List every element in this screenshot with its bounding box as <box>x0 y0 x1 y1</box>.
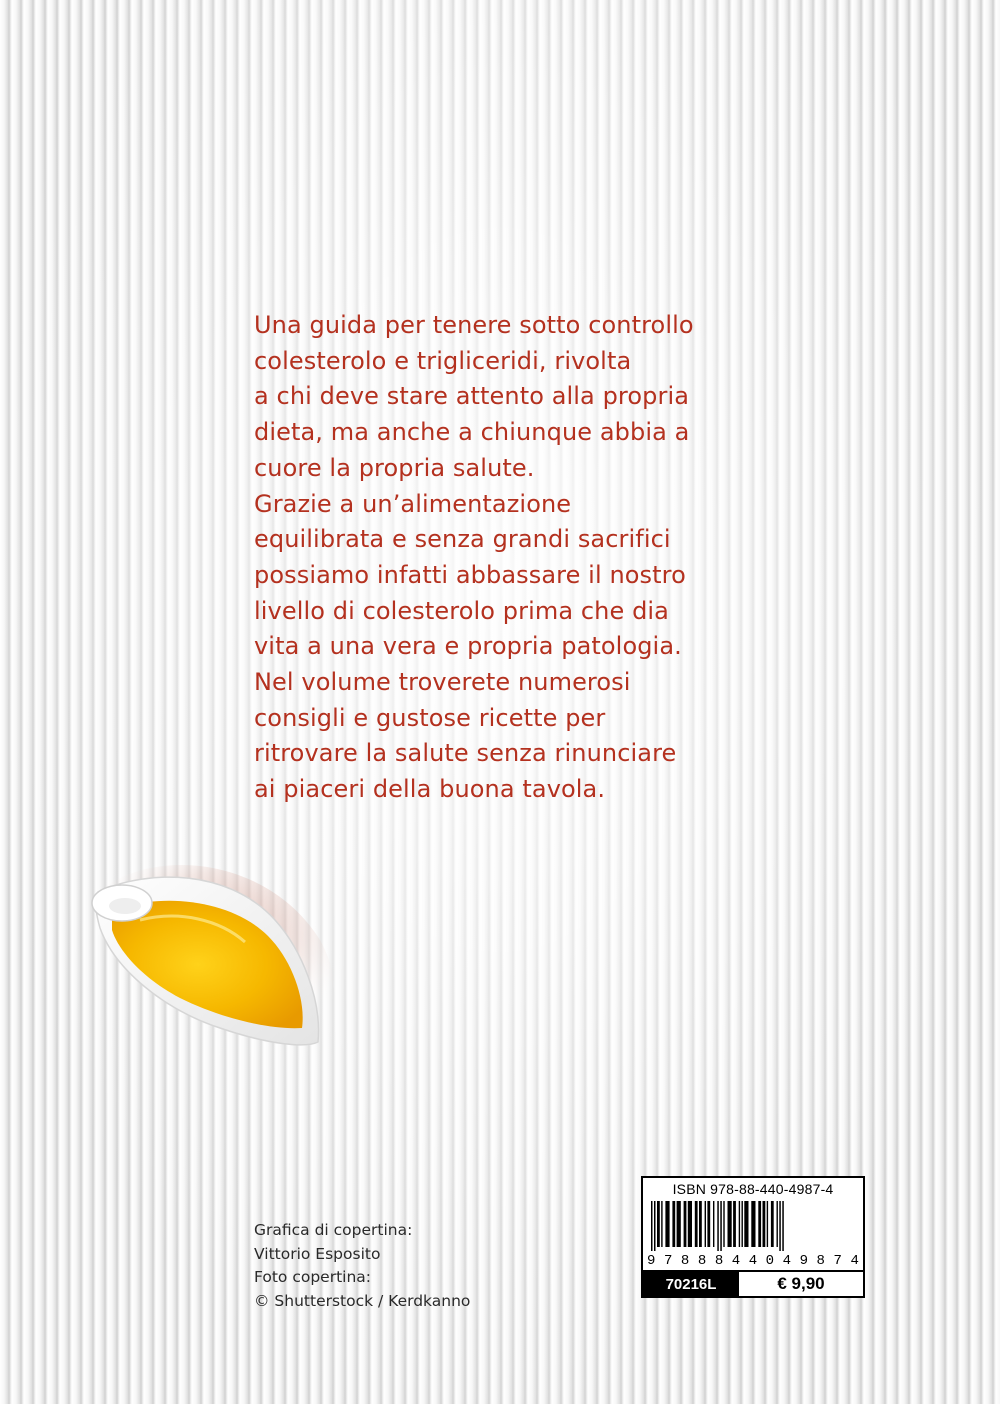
blurb-line: vita a una vera e propria patologia. <box>254 632 682 661</box>
barcode-digit: 8 <box>714 1253 724 1269</box>
barcode-bar <box>684 1201 687 1247</box>
barcode-bar <box>717 1201 719 1251</box>
barcode-digit: 9 <box>647 1253 656 1269</box>
blurb-line: Nel volume troverete numerosi <box>254 668 631 697</box>
isbn-label: ISBN 978-88-440-4987-4 <box>672 1181 834 1197</box>
barcode-bar <box>739 1201 740 1247</box>
barcode-bar <box>767 1201 768 1247</box>
barcode-digits <box>647 1253 859 1269</box>
price-row <box>643 1270 863 1296</box>
barcode-bar <box>742 1201 743 1247</box>
blurb-line: livello di colesterolo prima che dia <box>254 596 669 625</box>
cover-blurb <box>254 308 754 808</box>
barcode-bar <box>782 1201 784 1251</box>
barcode-bar <box>657 1201 660 1247</box>
barcode-bar <box>758 1201 761 1247</box>
barcode-bar <box>777 1201 778 1247</box>
barcode-digit: 9 <box>799 1253 808 1269</box>
barcode-digit: 0 <box>765 1253 775 1269</box>
barcode-bar <box>699 1201 702 1247</box>
credit-line: © Shutterstock / Kerdkanno <box>254 1291 471 1310</box>
isbn-barcode-block <box>641 1176 865 1298</box>
barcode-digit: 8 <box>680 1253 690 1269</box>
barcode-bar <box>695 1201 698 1247</box>
blurb-line: dieta, ma anche a chiunque abbia a <box>254 418 690 447</box>
barcode-bar <box>771 1201 774 1247</box>
barcode-bar <box>672 1201 675 1247</box>
barcode-bar <box>705 1201 706 1247</box>
gravy-boat-with-olive-oil-icon <box>70 850 340 1070</box>
barcode-bar <box>677 1201 681 1247</box>
product-code: 70216L <box>643 1272 739 1296</box>
barcode-digit: 8 <box>816 1253 825 1269</box>
barcode-bar <box>763 1201 766 1247</box>
blurb-line: equilibrata e senza grandi sacrifici <box>254 525 671 554</box>
barcode-digit: 4 <box>782 1253 792 1269</box>
barcode-digit: 7 <box>663 1253 673 1269</box>
barcode-bar <box>720 1201 722 1251</box>
blurb-line: cuore la propria salute. <box>254 453 535 482</box>
barcode-bar <box>665 1201 669 1247</box>
barcode-bars <box>649 1201 859 1251</box>
cover-credits <box>254 1219 470 1313</box>
barcode-bar <box>688 1201 692 1247</box>
credit-line: Vittorio Esposito <box>254 1244 381 1263</box>
barcode-bar <box>713 1201 714 1247</box>
barcode-digit: 8 <box>697 1253 707 1269</box>
barcode-digit: 4 <box>731 1253 741 1269</box>
credit-line: Foto copertina: <box>254 1268 372 1286</box>
blurb-line: Una guida per tenere sotto controllo <box>254 311 694 339</box>
barcode-bar <box>744 1201 748 1247</box>
credit-line: Grafica di copertina: <box>254 1221 413 1239</box>
barcode-bar <box>661 1201 662 1247</box>
blurb-line: possiamo infatti abbassare il nostro <box>254 560 686 589</box>
barcode-bar <box>651 1201 653 1251</box>
blurb-line: consigli e gustose ricette per <box>254 703 606 732</box>
blurb-line: a chi deve stare attento alla propria <box>254 382 690 411</box>
blurb-line: ritrovare la salute senza rinunciare <box>254 739 677 768</box>
barcode-bar <box>733 1201 736 1247</box>
barcode-bar <box>751 1201 755 1247</box>
blurb-line: colesterolo e trigliceridi, rivolta <box>254 346 632 375</box>
barcode-bar <box>779 1201 781 1251</box>
price-label: € 9,90 <box>739 1272 863 1296</box>
blurb-line: ai piaceri della buona tavola. <box>254 775 606 804</box>
blurb-line: Grazie a un’alimentazione <box>254 489 572 518</box>
barcode-bar <box>728 1201 732 1247</box>
barcode-bar <box>654 1201 656 1251</box>
barcode-bar <box>723 1201 724 1247</box>
barcode-digit: 7 <box>833 1253 842 1269</box>
barcode-digit: 4 <box>850 1253 859 1269</box>
barcode-digit: 4 <box>748 1253 758 1269</box>
barcode-bar <box>707 1201 710 1247</box>
